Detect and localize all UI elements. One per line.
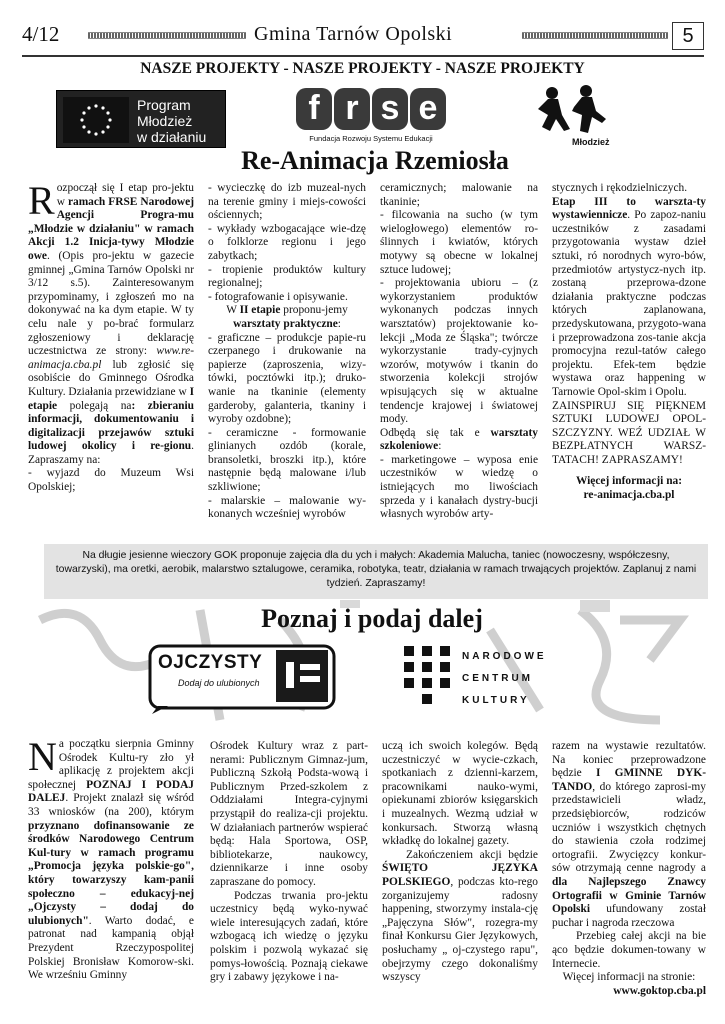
article2-column-1: Na początku sierpnia Gminny Ośrodek Kultu-ry zło ył aplikację z projektem akcji społecznej POZNAJ I PODAJ DALEJ. Projekt znalazł się wśród 33 wniosków (na 200), którym przyznano dofinansowanie ze środków Narodowego Centrum Kul-tury w ramach programu „Promocja języka polskie-go", który towarzyszy kam-panii społeczno – edukacyj-nej „Ojczysty – dodaj do ulubionych". Warto dodać, e patronat nad kampanią objął Prezydent Rzeczypospolitej Polskiej Bronisław Komorow-ski. We wrześniu Gminny [28,734,194,982]
dancing-figures-icon [530,85,614,141]
nck-line-2: CENTRUM [462,673,533,684]
article1-column-2: - wycieczkę do izb muzeal-nych na terenie gminy i miejs-cowości ościennych; - wykłady wzbogacające wie-dzę o folklorze regionu i jego zabytkach; - tropienie produktów kultury regionalnej; - fotografowanie i opisywanie. W II etapie proponu-jemy warsztaty praktyczne: - graficzne – produkcje papie-ru czerpanego i drukowanie na papierze (zaproszenia, wizy-tówki, pocztówki itp.); druko-wanie na tkaninie (elementy garderoby, galanteria, tkaniny i wyroby ozdobne); - ceramiczne - formowanie glinianych ozdób (korale, bransoletki, broszki itp.), które następnie będą malowane i/lub szkliwione; - malarskie – malowanie wy-konanych wcześniej wyrobów [208,182,366,521]
mlodziez-caption: Młodzież [572,137,610,147]
nck-line-3: KULTURY [462,695,530,706]
article-title-reanimacja: Re-Animacja Rzemiosła [241,146,509,175]
website-link[interactable]: www.re-animacja.cba.pl [28,345,194,371]
ojczysty-tagline: Dodaj do ulubionych [178,678,260,688]
article1-column-4: stycznych i rękodzielniczych. Etap III to warszta-ty wystawiennicze. Po zapoz-naniu uczestników z zasadami przygotowania wystaw dzieł sztuki, ró norodnych wyro-bów, przedmiotów artystycz-nych itp. zostaną przeprowa-dzone działania praktyczne podczas których zaplanowana, przedyskutowana, przygoto-wana i przeprowadzona zos-tanie akcja promocyjna rezul-tatów całego projektu. Efek-tem będzie wystawa oraz happening w Tarnowie Opol-skim i Opolu. ZAINSPIRUJ SIĘ PIĘKNEM SZTUKI LUDOWEJ OPOL-SZCZYZNY. WEŹ UDZIAŁ W BEZPŁATNYCH WARSZ-TATACH! ZAPRASZAMY! Więcej informacji na: re-animacja.cba.pl [552,182,706,502]
header-title: Gmina Tarnów Opolski [254,23,453,45]
drop-cap: R [28,178,55,223]
page-number-left: 4/12 [22,22,60,46]
pmwd-line-2: Młodzież [137,113,193,129]
header-rule [22,55,704,57]
gok-announcement-box: Na długie jesienne wieczory GOK proponuje zajęcia dla du ych i małych: Akademia Malucha, taniec (nowoczesny, współczesny, towarzyski), ma oretki, aerobik, malarstwo sztalugowe, ceramika, robotyka, teatr, działania w ramach trwających projektów. Zaplanuj z nami tydzień. Zapraszamy! [44,544,708,599]
header-divider-left [88,32,246,39]
nck-logo [402,642,574,712]
article-title-poznaj: Poznaj i podaj dalej [261,604,483,633]
reanimacja-link[interactable]: re-animacja.cba.pl [583,489,675,502]
frse-caption: Fundacja Rozwoju Systemu Edukacji [309,134,433,143]
article1-column-3: ceramicznych; malowanie na tkaninie; - filcowania na sucho (w tym wielogłowego) elementów ro-ślinnych i kwiatów, których motywy są obecne w lokalnej sztuce ludowej; - projektowania ubioru – (z wykorzystaniem produktów wykonanych podczas innych warsztatów) projektowanie ko-lekcji „Moda ze Śląska"; twórcze wykorzystanie trady-cyjnych wzorów, motywów i tkanin do stworzenia kolekcji strojów wpisujących się w aktualne tendencje krajowej i światowej mody. Odbędą się tak e warsztaty szkoleniowe: - marketingowe – wyposa enie uczestników w wiedzę o istniejących mo liwościach sprzeda y i kanałach dystry-bucji własnych wyrobów arty- [380,182,538,521]
article2-column-3: uczą ich swoich kolegów. Będą uczestniczyć w wycie-czkach, spotkaniach z dzienni-karzem, pracownikami nauko-wymi, opiekunami zbiorów księgarskich i muzealnych. Wezmą udział w konkursach. Stworzą własną wkładkę do lokalnej gazety. Zakończeniem akcji będzie ŚWIĘTO JĘZYKA POLSKIEGO, podczas kto-rego zorganizujemy radosny happening, stworzymy instala-cję „Pajęczyna Słów", rozegra-my finał Konkursu Gier Językowych, posłuchamy „ oj-czystego rapu", obejrzymy czego dokonaliśmy wszyscy [382,740,538,984]
article1-column-1: Rozpoczął się I etap pro-jektu w ramach FRSE Narodowej Agencji Progra-mu „Młodzie w działaniu" w ramach Akcji 1.2 Inicja-tywy Młodzie owe. (Opis pro-jektu w gazecie gminnej „Gmina Tarnów Opolski nr 3/12 s.5). Zainteresowanym przypominamy, i zgłoszeń mo na dokonywać na ka dym etapie. W ty celu nale y po-brać formularz zgłoszeniowy i deklarację uczestnictwa ze strony: www.re-animacja.cba.pl lub zgłosić się osobiście do Gminnego Ośrodka Kultury. Działania przewidziane w I etapie polegają na: zbieraniu informacji, dokumentowaniu i digitalizacji przejawów sztuki ludowej okolicy i re-gionu. Zapraszamy na: - wyjazd do Muzeum Wsi Opolskiej; [28,178,194,494]
program-mlodziez-text [137,97,206,145]
header-divider-right [522,32,668,39]
ojczysty-logo [148,644,336,714]
eu-flag-icon [63,97,129,143]
pmwd-line-3: w działaniu [137,129,207,145]
page-header [22,22,704,52]
section-banner: NASZE PROJEKTY - NASZE PROJEKTY - NASZE PROJEKTY [140,60,585,77]
goktop-link[interactable]: www.goktop.cba.pl [613,984,706,997]
program-mlodziez-logo [56,90,226,148]
article2-column-2: Ośrodek Kultury wraz z part-nerami: Publicznym Gimnaz-jum, Publiczną Szkołą Podsta-wową i Publicznym Przed-szkolem z Oddziałami Integra-cyjnymi przystąpił do realiza-cji projektu. W działaniach partnerów wspierać będą: Hala Sportowa, OSP, bibliotekarze, naukowcy, dziennikarze i inne osoby zapraszane do pomocy. Podczas trwania pro-jektu uczestnicy będą wyko-nywać wiele interesujących zadań, które wzbogacą ich wiedzę o języku polskim i pozwolą wykazać się pomys-łowością. Poznają ciekawe gry i zabawy językowe i na- [210,740,368,984]
article2-column-4: razem na wystawie rezultatów. Na koniec przeprowadzone będzie I GMINNE DYK-TANDO, do którego zaprosi-my przedstawicieli władz, przedsiębiorców, rodziców uczniów i wszystkich chętnych do stawienia czoła rodzimej ortografii. Zwycięzcy konkur-sów otrzymają cenne nagrody a dla Najlepszego Znawcy Ortografii w Gminie Tarnów Opolski ufundowany został puchar i nagroda rzeczowa Przebieg całej akcji na bie ąco będzie dokumen-towany w Internecie. Więcej informacji na stronie: www.goktop.cba.pl [552,740,706,997]
nck-line-1: NARODOWE [462,651,547,662]
ojczysty-wordmark: OJCZYSTY [158,652,263,673]
pmwd-line-1: Program [137,97,191,113]
frse-logo: f r s e Fundacja Rozwoju Systemu Edukacji [296,88,446,148]
page-number-right: 5 [672,22,704,50]
drop-cap-2: N [28,734,57,779]
mlodziez-logo [530,85,614,151]
